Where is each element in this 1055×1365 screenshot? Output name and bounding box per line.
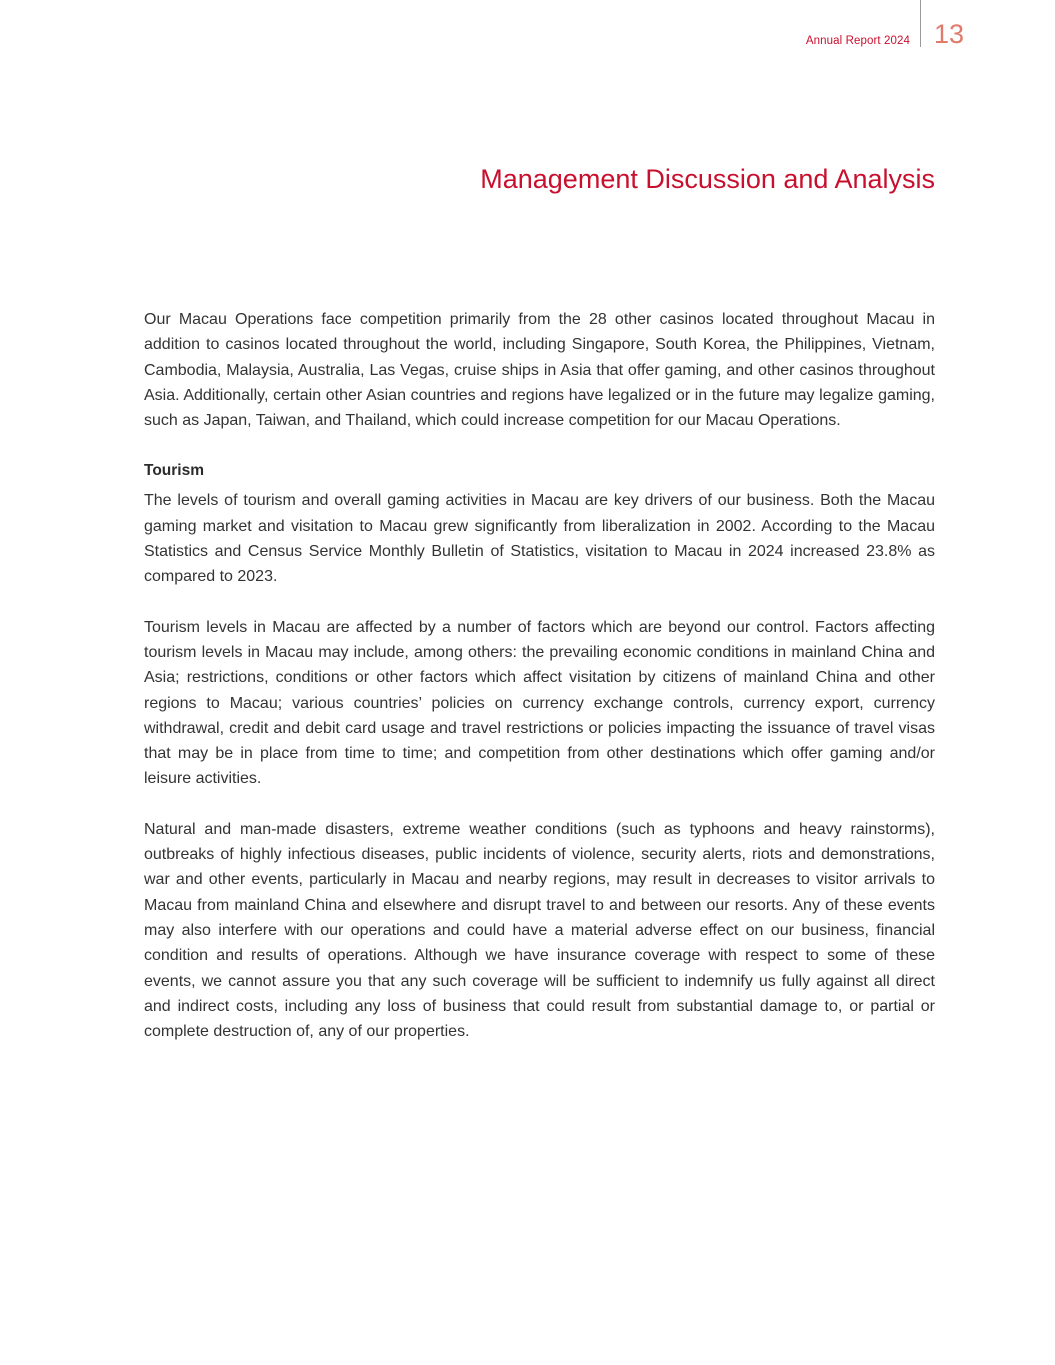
paragraph-tourism-2: Tourism levels in Macau are affected by a number of factors which are beyond our control. Factors affecting tourism levels in Macau may include, among others: the prevailing economic conditions in mainland China and Asia; restrictions, conditions or other factors which affect visitation by citizens of mainland China and other regions to Macau; various countries’ policies on currency exchange controls, currency export, currency withdrawal, credit and debit card usage and travel restrictions or policies impacting the issuance of travel visas that may be in place from time to time; and competition from other destinations which offer gaming and/or leisure activities. xyxy=(144,618,935,788)
section-title: Management Discussion and Analysis xyxy=(480,164,935,194)
paragraph-tourism-3: Natural and man-made disasters, extreme weather conditions (such as typhoons and heavy rainstorms), outbreaks of highly infectious diseases, public incidents of violence, security alerts, riots and demonstrations, war and other events, particularly in Macau and nearby regions, may result in decreases to visitor arrivals to Macau from mainland China and elsewhere and disrupt travel to and between our resorts. Any of these events may also interfere with our operations and could have a material adverse effect on our business, financial condition and results of operations. Although we have insurance coverage with respect to some of these events, we cannot assure you that any such coverage will be sufficient to indemnify us fully against all direct and indirect costs, including any loss of business that could result from substantial damage to, or partial or complete destruction of, any of our properties. xyxy=(144,820,935,1041)
paragraph-competition: Our Macau Operations face competition primarily from the 28 other casinos located throughout Macau in addition to casinos located throughout the world, including Singapore, South Korea, the Philippines, Vietnam, Cambodia, Malaysia, Australia, Las Vegas, cruise ships in Asia that offer gaming, and other casinos throughout Asia. Additionally, certain other Asian countries and regions have legalized or in the future may legalize gaming, such as Japan, Taiwan, and Thailand, which could increase competition for our Macau Operations. xyxy=(144,311,935,430)
body-content xyxy=(144,307,935,1044)
header-divider xyxy=(920,0,921,47)
page-number: 13 xyxy=(934,19,965,49)
report-label: Annual Report 2024 xyxy=(805,35,910,47)
paragraph-tourism-1: The levels of tourism and overall gaming activities in Macau are key drivers of our business. Both the Macau gaming market and visitation to Macau grew significantly from liberalization in 2002. According to the Macau Statistics and Census Service Monthly Bulletin of Statistics, visitation to Macau in 2024 increased 23.8% as compared to 2023. xyxy=(144,492,935,586)
tourism-heading: Tourism xyxy=(144,462,204,480)
